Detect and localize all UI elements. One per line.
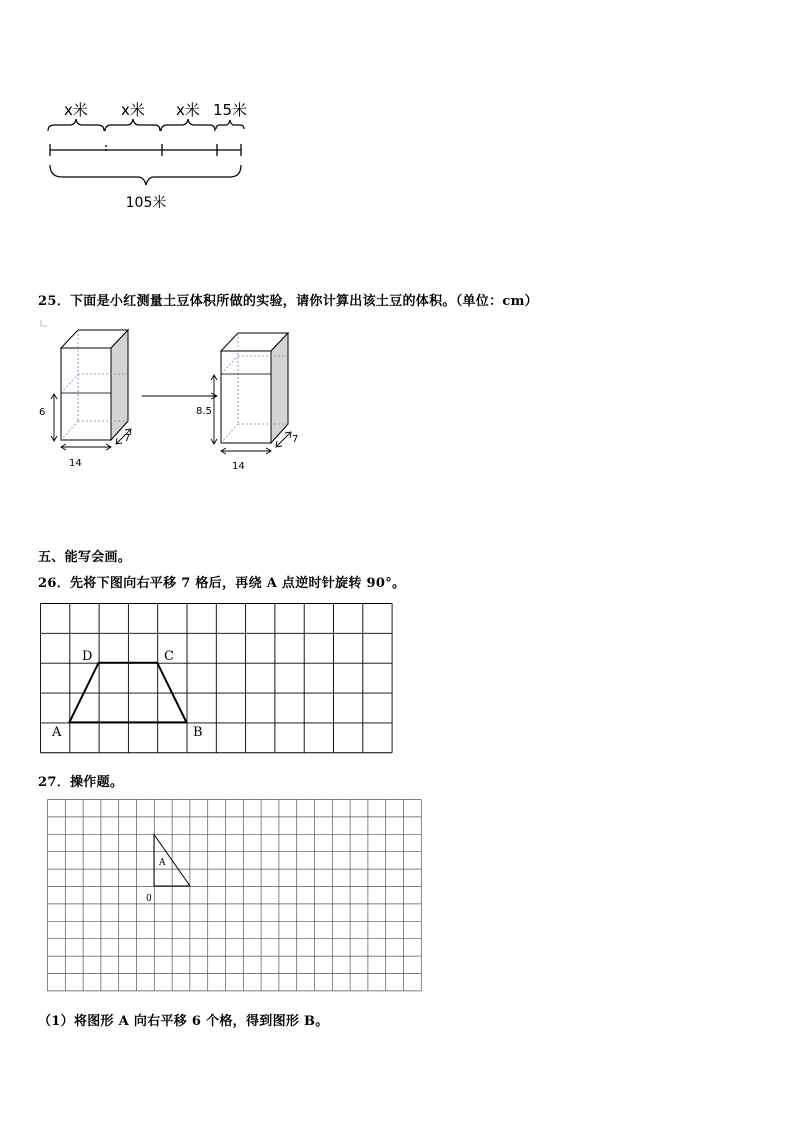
before-length-label: 14 [69,458,82,469]
question-25-text: 25．下面是小红测量土豆体积所做的实验，请你计算出该土豆的体积。（单位：cm） [38,294,538,309]
segment-label-4: 15米 [212,101,248,119]
segment-label-1: x米 [64,101,88,119]
q27-grid [47,799,425,994]
shape-a-label: A [159,858,166,868]
point-b-label: B [193,725,203,740]
after-length-label: 14 [232,461,245,472]
bottom-brace [50,165,241,185]
before-width-label: 7 [124,433,131,444]
segment-line [50,144,241,156]
point-a-label: A [52,725,62,740]
after-height-label: 8.5 [196,406,212,417]
question-26-text: 26．先将下图向右平移 7 格后，再绕 A 点逆时针旋转 90°。 [38,576,406,591]
question-27-sub-1: （1）将图形 A 向右平移 6 个格，得到图形 B。 [38,1014,329,1029]
question-27-text: 27．操作题。 [38,775,124,790]
before-height-label: 6 [39,407,46,418]
section-5-title: 五、能写会画。 [38,550,132,565]
point-d-label: D [82,649,93,664]
container-before [39,330,131,469]
after-width-label: 7 [292,434,299,445]
top-braces [48,119,244,131]
origin-label: 0 [146,894,152,904]
q26-grid [40,603,395,755]
total-label: 105米 [125,195,167,211]
potato-volume-diagram [36,318,316,478]
segment-label-2: x米 [121,101,145,119]
segment-label-3: x米 [176,101,200,119]
segment-diagram [40,95,260,215]
container-after [196,333,298,472]
point-c-label: C [164,649,174,664]
transition-arrow [142,393,217,399]
trapezoid-abcd [69,663,186,723]
